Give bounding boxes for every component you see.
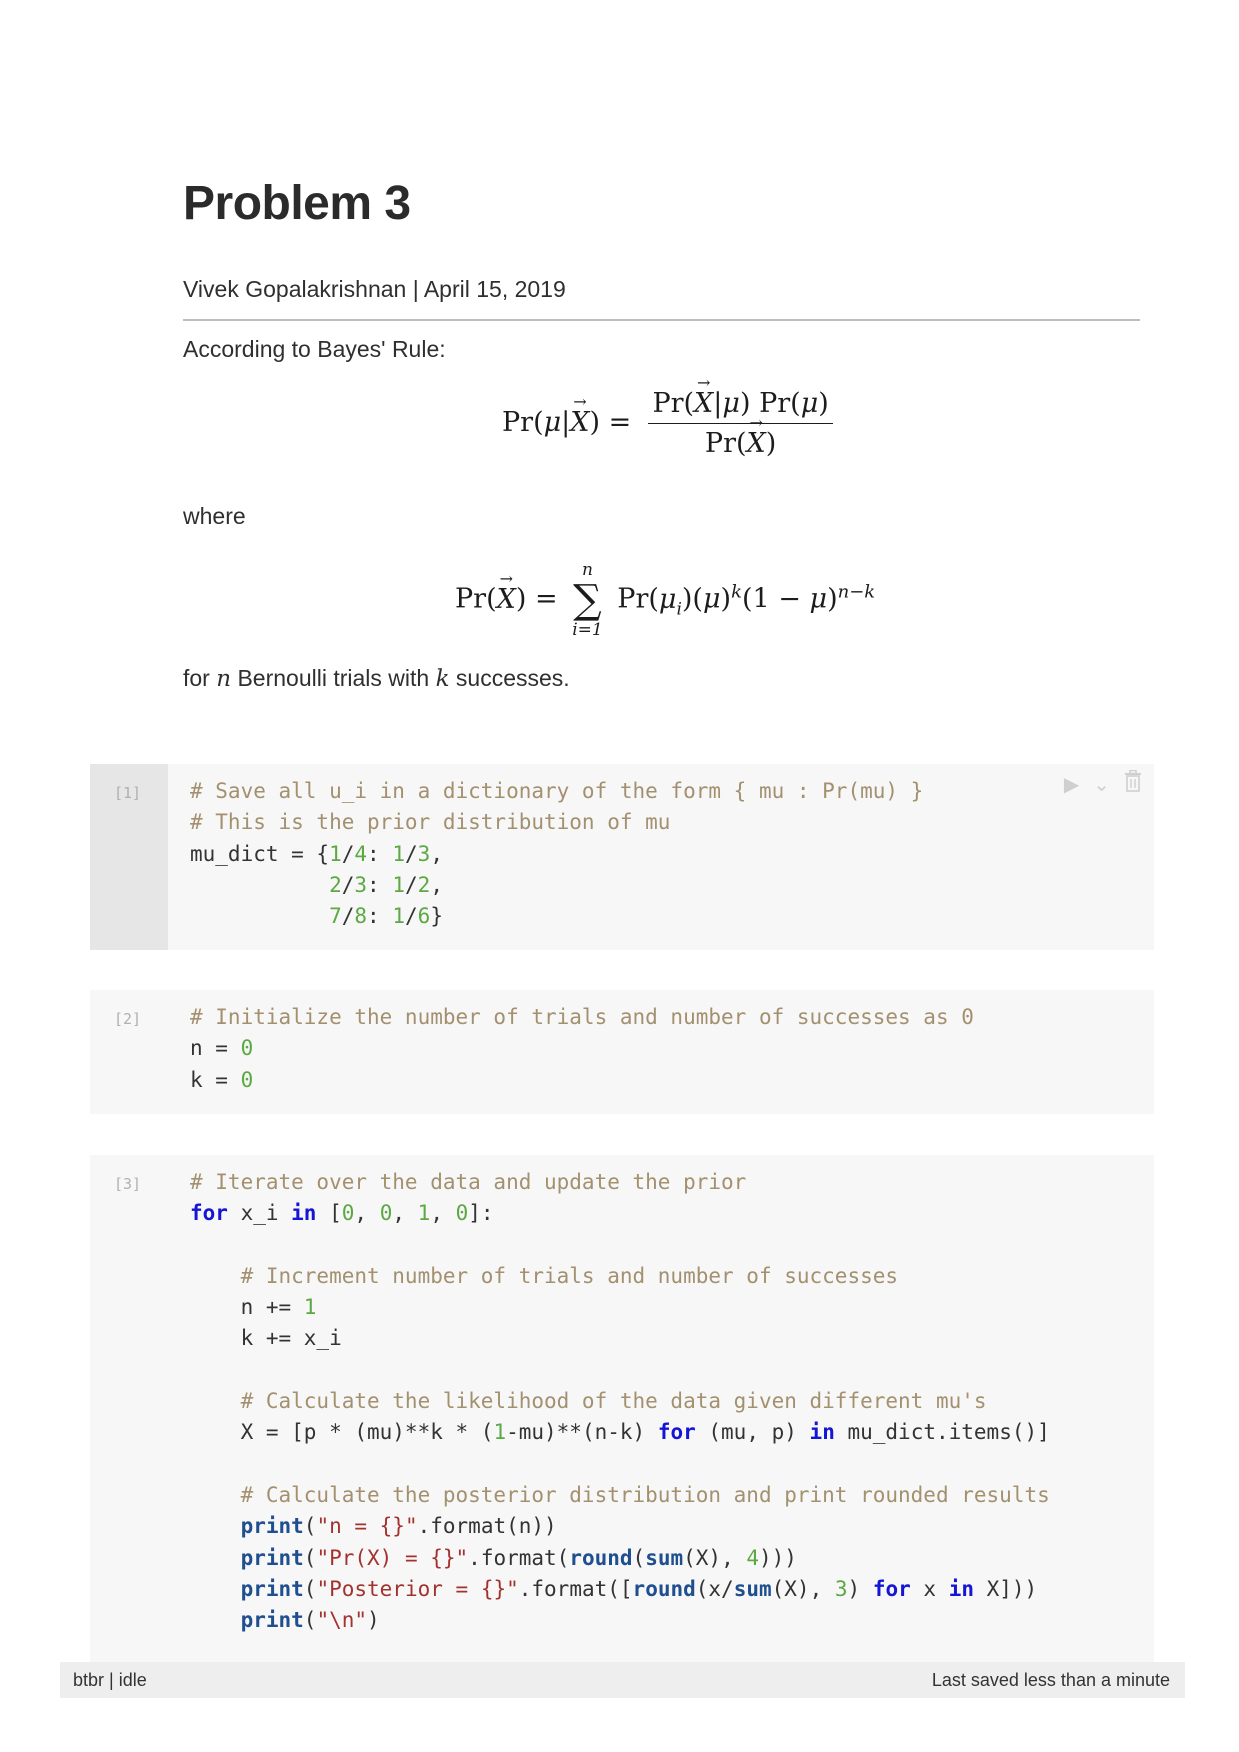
code-line: # Calculate the posterior distribution and print rounded results xyxy=(190,1482,1050,1507)
cell-gutter[interactable] xyxy=(90,1155,168,1663)
code-line: 2/3: 1/2, xyxy=(329,872,443,897)
header-divider xyxy=(183,319,1140,321)
byline-separator: | xyxy=(406,276,424,302)
page-title: Problem 3 xyxy=(183,177,411,230)
where-text: where xyxy=(183,503,246,529)
code-editor[interactable] xyxy=(190,776,923,932)
code-line: n += 1 xyxy=(190,1295,317,1320)
intro-text: According to Bayes' Rule: xyxy=(183,336,446,362)
code-cell-2[interactable] xyxy=(90,990,1154,1114)
kernel-status: btbr | idle xyxy=(73,1670,147,1690)
marginal-equation: Pr(→ X) = n ∑ i=1 $Pr(\mu_i)(\mu)^k(1 - \mu)^{n-k}$ xyxy=(455,560,875,640)
code-line: k += x_i xyxy=(190,1326,342,1351)
cell-prompt: [2] xyxy=(114,1010,142,1028)
bayes-equation: Pr(μ|→ X) = $\frac{Pr(\to X|\mu) Pr(\mu)}{Pr(\to X)}$ xyxy=(502,388,833,459)
code-line: X = [p * (mu)**k * (1-mu)**(n-k) for (mu, p) in mu_dict.items()] xyxy=(190,1420,1050,1445)
bayes-fraction: $\frac{Pr(\to X|\mu) Pr(\mu)}{Pr(\to X)}$ xyxy=(648,388,832,459)
code-line: mu_dict = {1/4: 1/3, xyxy=(190,841,443,866)
n-symbol: n xyxy=(216,666,232,692)
trash-icon[interactable] xyxy=(1124,770,1142,798)
code-line: print("Posterior = {}".format([round(x/sum(X), 3) for x in X])) xyxy=(240,1576,1038,1601)
author: Vivek Gopalakrishnan xyxy=(183,276,407,302)
code-line: 7/8: 1/6} xyxy=(329,904,443,929)
bernoulli-middle: Bernoulli trials with xyxy=(231,665,436,691)
status-bar xyxy=(60,1662,1185,1698)
date: April 15, 2019 xyxy=(423,276,566,302)
code-line: # Increment number of trials and number of successes xyxy=(190,1263,899,1288)
code-line: k = 0 xyxy=(190,1067,254,1092)
cell-prompt: [3] xyxy=(114,1175,142,1193)
code-line: # Iterate over the data and update the prior xyxy=(190,1170,747,1194)
bernoulli-text xyxy=(183,665,570,692)
code-line: # Save all u_i in a dictionary of the form { mu : Pr(mu) } xyxy=(190,779,924,803)
code-line: print("\n") xyxy=(240,1608,380,1633)
code-editor[interactable] xyxy=(190,1002,974,1096)
chevron-down-icon[interactable]: ⌄ xyxy=(1093,773,1110,796)
summation: n ∑ i=1 xyxy=(572,560,603,640)
cell-prompt: [1] xyxy=(114,784,142,802)
code-line: for x_i in [0, 0, 1, 0]: xyxy=(190,1201,494,1226)
code-line: print("Pr(X) = {}".format(round(sum(X), 4))) xyxy=(240,1545,797,1570)
code-line: n = 0 xyxy=(190,1036,254,1061)
cell-gutter[interactable] xyxy=(90,990,168,1114)
code-cell-1[interactable] xyxy=(90,764,1154,950)
bernoulli-suffix: successes. xyxy=(449,665,570,691)
cell-toolbar xyxy=(1064,770,1142,798)
byline xyxy=(183,276,566,303)
code-line: # Initialize the number of trials and number of successes as 0 xyxy=(190,1005,974,1029)
code-line: # Calculate the likelihood of the data given different mu's xyxy=(190,1389,987,1414)
k-symbol: k xyxy=(435,666,450,692)
bernoulli-prefix: for xyxy=(183,665,217,691)
code-line: print("n = {}".format(n)) xyxy=(240,1514,557,1539)
code-cell-3[interactable] xyxy=(90,1155,1154,1663)
save-status: Last saved less than a minute xyxy=(931,1670,1170,1690)
code-line: # This is the prior distribution of mu xyxy=(190,810,671,835)
code-editor[interactable] xyxy=(190,1167,1050,1636)
run-cell-icon[interactable]: ▶ xyxy=(1063,773,1080,796)
